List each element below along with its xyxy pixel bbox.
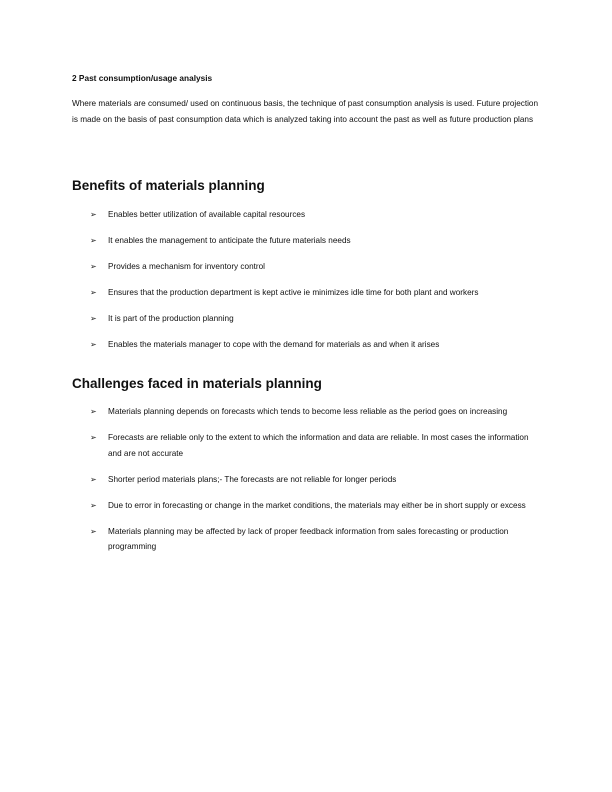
arrow-bullet-icon: ➢ [90, 261, 97, 271]
arrow-bullet-icon: ➢ [90, 235, 97, 245]
list-item: ➢ It is part of the production planning [90, 311, 540, 327]
list-item: ➢ Provides a mechanism for inventory control [90, 259, 540, 275]
arrow-bullet-icon: ➢ [90, 313, 97, 323]
list-item: ➢ Ensures that the production department is kept active ie minimizes idle time for both plant and workers [90, 285, 540, 301]
section-subheading: 2 Past consumption/usage analysis [72, 73, 213, 83]
arrow-bullet-icon: ➢ [90, 432, 97, 442]
list-item: ➢ Materials planning depends on forecasts which tends to become less reliable as the period goes on increasing [90, 404, 540, 420]
arrow-bullet-icon: ➢ [90, 339, 97, 349]
list-item: ➢ Enables the materials manager to cope with the demand for materials as and when it arises [90, 337, 540, 353]
arrow-bullet-icon: ➢ [90, 407, 97, 416]
list-item: ➢ It enables the management to anticipate the future materials needs [90, 233, 540, 249]
list-item: ➢ Materials planning may be affected by lack of proper feedback information from sales forecasting or production programming [90, 524, 540, 555]
arrow-bullet-icon: ➢ [90, 287, 97, 297]
list-item: ➢ Forecasts are reliable only to the extent to which the information and data are reliable. In most cases the information and are not accurate [90, 430, 540, 461]
list-item: ➢ Enables better utilization of available capital resources [90, 207, 540, 223]
challenges-heading: Challenges faced in materials planning [72, 376, 322, 391]
list-item: ➢ Due to error in forecasting or change in the market conditions, the materials may either be in short supply or excess [90, 498, 540, 514]
arrow-bullet-icon: ➢ [90, 210, 97, 219]
section-paragraph: Where materials are consumed/ used on continuous basis, the technique of past consumption analysis is used. Future projection is made on the basis of past consumption data which is analyzed taking into account the past as well as future production plans [72, 99, 539, 124]
benefits-heading: Benefits of materials planning [72, 178, 265, 193]
arrow-bullet-icon: ➢ [90, 474, 97, 484]
arrow-bullet-icon: ➢ [90, 526, 97, 536]
benefits-list [90, 207, 540, 363]
arrow-bullet-icon: ➢ [90, 500, 97, 510]
challenges-list [90, 404, 540, 565]
list-item: ➢ Shorter period materials plans;- The forecasts are not reliable for longer periods [90, 472, 540, 488]
